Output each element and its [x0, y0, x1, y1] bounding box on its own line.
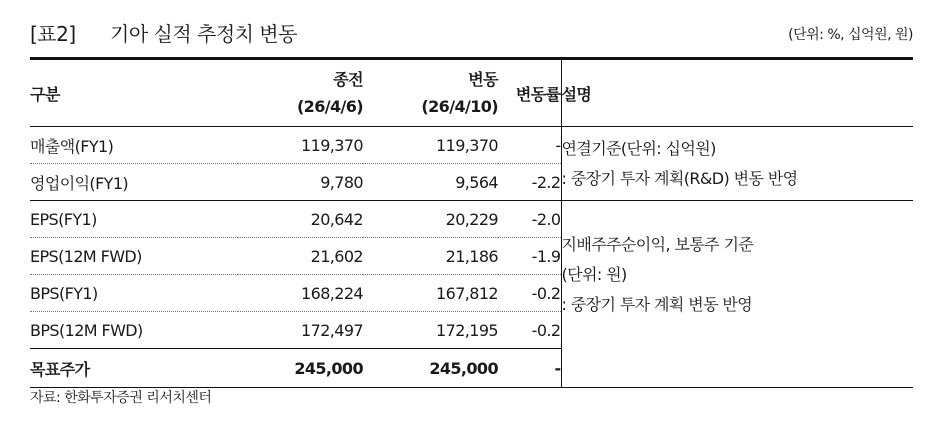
table-row	[30, 127, 913, 164]
col-header-curr-date: (26/4/10)	[421, 97, 498, 116]
row-change: -0.2	[498, 275, 561, 312]
row-prev: 168,224	[238, 275, 363, 312]
row-prev: 172,497	[238, 312, 363, 349]
row-curr: 21,186	[363, 238, 498, 275]
col-header-prev	[238, 59, 363, 127]
row-change: -2.2	[498, 164, 561, 201]
row-curr: 172,195	[363, 312, 498, 349]
col-header-prev-date: (26/4/6)	[296, 97, 363, 116]
page-title: 기아 실적 추정치 변동	[110, 22, 297, 46]
col-header-change: 변동률	[498, 59, 561, 127]
col-header-desc: 설명	[561, 59, 913, 127]
row-label: BPS(FY1)	[30, 275, 238, 312]
row-prev: 245,000	[238, 349, 363, 388]
desc-line: (단위: 원)	[561, 264, 627, 284]
col-header-label: 구분	[30, 59, 238, 127]
desc-group-2	[561, 201, 913, 349]
row-label: EPS(12M FWD)	[30, 238, 238, 275]
row-curr: 245,000	[363, 349, 498, 388]
row-prev: 9,780	[238, 164, 363, 201]
header-row	[30, 59, 913, 127]
row-curr: 20,229	[363, 201, 498, 238]
desc-group-1	[561, 127, 913, 201]
unit-note: (단위: %, 십억원, 원)	[788, 27, 913, 43]
title-row	[30, 16, 913, 48]
col-header-curr-title: 변동	[468, 70, 498, 89]
col-header-curr	[363, 59, 498, 127]
desc-line: : 중장기 투자 계획 변동 반영	[561, 294, 753, 314]
row-curr: 119,370	[363, 127, 498, 164]
desc-empty	[561, 349, 913, 388]
table-row	[30, 201, 913, 238]
row-change: -0.2	[498, 312, 561, 349]
row-label: 목표주가	[30, 349, 238, 388]
row-change: -	[498, 349, 561, 388]
row-label: 매출액(FY1)	[30, 127, 238, 164]
desc-line: 연결기준(단위: 십억원)	[561, 138, 716, 158]
desc-line: : 중장기 투자 계획(R&D) 변동 반영	[561, 168, 798, 188]
estimate-table	[30, 57, 913, 388]
row-curr: 167,812	[363, 275, 498, 312]
row-prev: 20,642	[238, 201, 363, 238]
row-prev: 119,370	[238, 127, 363, 164]
table-row-total	[30, 349, 913, 388]
row-label: 영업이익(FY1)	[30, 164, 238, 201]
row-change: -	[498, 127, 561, 164]
row-label: EPS(FY1)	[30, 201, 238, 238]
row-curr: 9,564	[363, 164, 498, 201]
source-note: 자료: 한화투자증권 리서치센터	[30, 390, 212, 406]
row-label: BPS(12M FWD)	[30, 312, 238, 349]
row-change: -1.9	[498, 238, 561, 275]
row-prev: 21,602	[238, 238, 363, 275]
row-change: -2.0	[498, 201, 561, 238]
desc-line: 지배주주순이익, 보통주 기준	[561, 234, 754, 254]
col-header-prev-title: 종전	[333, 70, 363, 89]
table-tag: [표2]	[30, 22, 76, 46]
